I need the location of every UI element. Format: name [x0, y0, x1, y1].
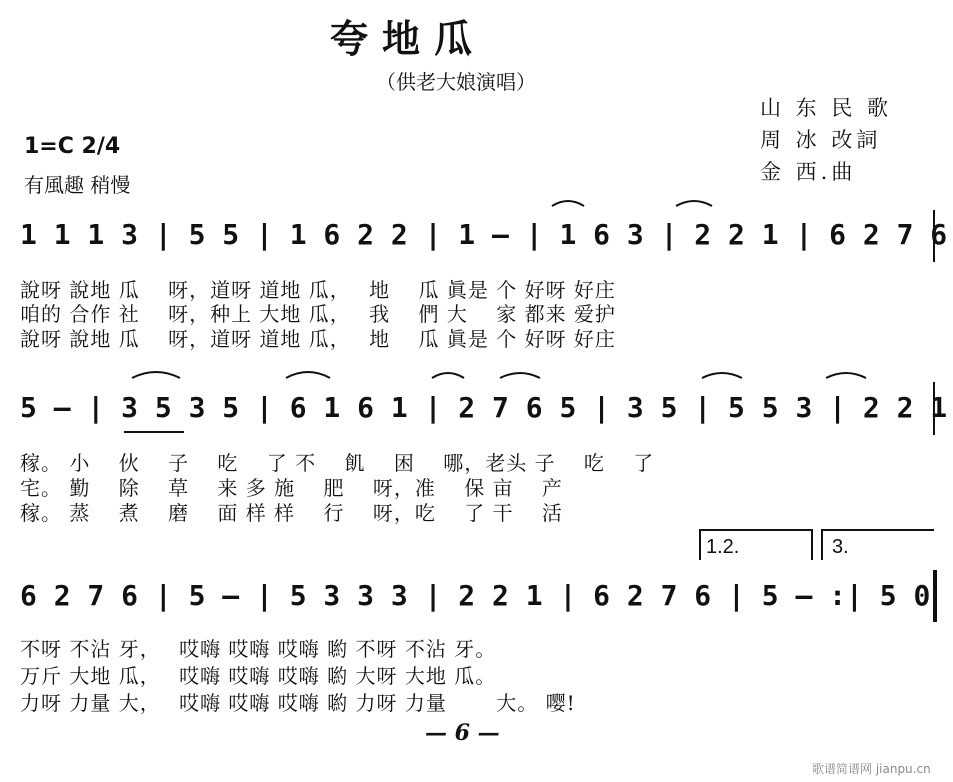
- slur-4: [286, 372, 330, 378]
- notation-line-2: 5 — | 3 5 3 5 | 6 1 6 1 | 2 7 6 5 | 3 5 | 5 5 3 | 2 2 1: [20, 391, 948, 424]
- lyric-line-1-verse-1: 說呀 說地 瓜 呀，道呀 道地 瓜， 地 瓜 眞是 个 好呀 好庄: [20, 278, 616, 302]
- page-number: — 6 —: [425, 720, 500, 746]
- lyric-line-1-verse-3: 說呀 說地 瓜 呀，道呀 道地 瓜， 地 瓜 眞是 个 好呀 好庄: [20, 327, 616, 351]
- key-signature: 1=C 2/4: [24, 134, 121, 159]
- notation-line-3: 6 2 7 6 | 5 — | 5 3 3 3 | 2 2 1 | 6 2 7 6 | 5 — :| 5 0: [20, 579, 931, 612]
- watermark: 歌谱简谱网 jianpu.cn: [812, 762, 931, 776]
- slur-5: [432, 373, 464, 378]
- slur-2: [676, 201, 712, 206]
- volta-second-ending: 3.: [832, 536, 849, 558]
- song-title: 夸地瓜: [330, 16, 487, 61]
- lyric-line-2-verse-2: 宅。 勤 除 草 来 多 施 肥 呀，准 保 亩 产: [20, 476, 563, 500]
- credit-origin: 山 东 民 歌: [760, 96, 893, 120]
- lyric-line-1-verse-2: 咱的 合作 社 呀，种上 大地 瓜， 我 們 大 家 都来 爱护: [20, 302, 616, 326]
- lyric-line-2-verse-1: 稼。 小 伙 子 吃 了 不 飢 困 哪，老头 子 吃 了: [20, 451, 655, 475]
- credit-lyricist: 周 冰 改詞: [760, 128, 882, 152]
- song-subtitle: （供老大娘演唱）: [376, 70, 536, 94]
- lyric-line-2-verse-3: 稼。 蒸 煮 磨 面 样 样 行 呀，吃 了 干 活: [20, 501, 563, 525]
- tempo-marking: 有風趣 稍慢: [24, 173, 131, 197]
- lyric-line-3-verse-3: 力呀 力量 大， 哎嗨 哎嗨 哎嗨 喲 力呀 力量 大。 嘤!: [20, 691, 576, 715]
- slur-3: [132, 372, 180, 378]
- slur-8: [826, 373, 866, 378]
- lyric-line-3-verse-2: 万斤 大地 瓜， 哎嗨 哎嗨 哎嗨 喲 大呀 大地 瓜。: [20, 664, 497, 688]
- notation-line-1: 1 1 1 3 | 5 5 | 1 6 2 2 | 1 — | 1 6 3 | 2 2 1 | 6 2 7 6: [20, 218, 948, 251]
- slur-1: [552, 201, 584, 206]
- volta-bracket-2: [822, 530, 934, 560]
- slur-7: [702, 373, 742, 378]
- slur-6: [500, 373, 540, 378]
- volta-first-ending: 1.2.: [706, 536, 740, 558]
- lyric-line-3-verse-1: 不呀 不沾 牙， 哎嗨 哎嗨 哎嗨 喲 不呀 不沾 牙。: [20, 637, 497, 661]
- credit-composer: 金 西.曲: [760, 160, 857, 184]
- volta-bracket-1: [700, 530, 812, 560]
